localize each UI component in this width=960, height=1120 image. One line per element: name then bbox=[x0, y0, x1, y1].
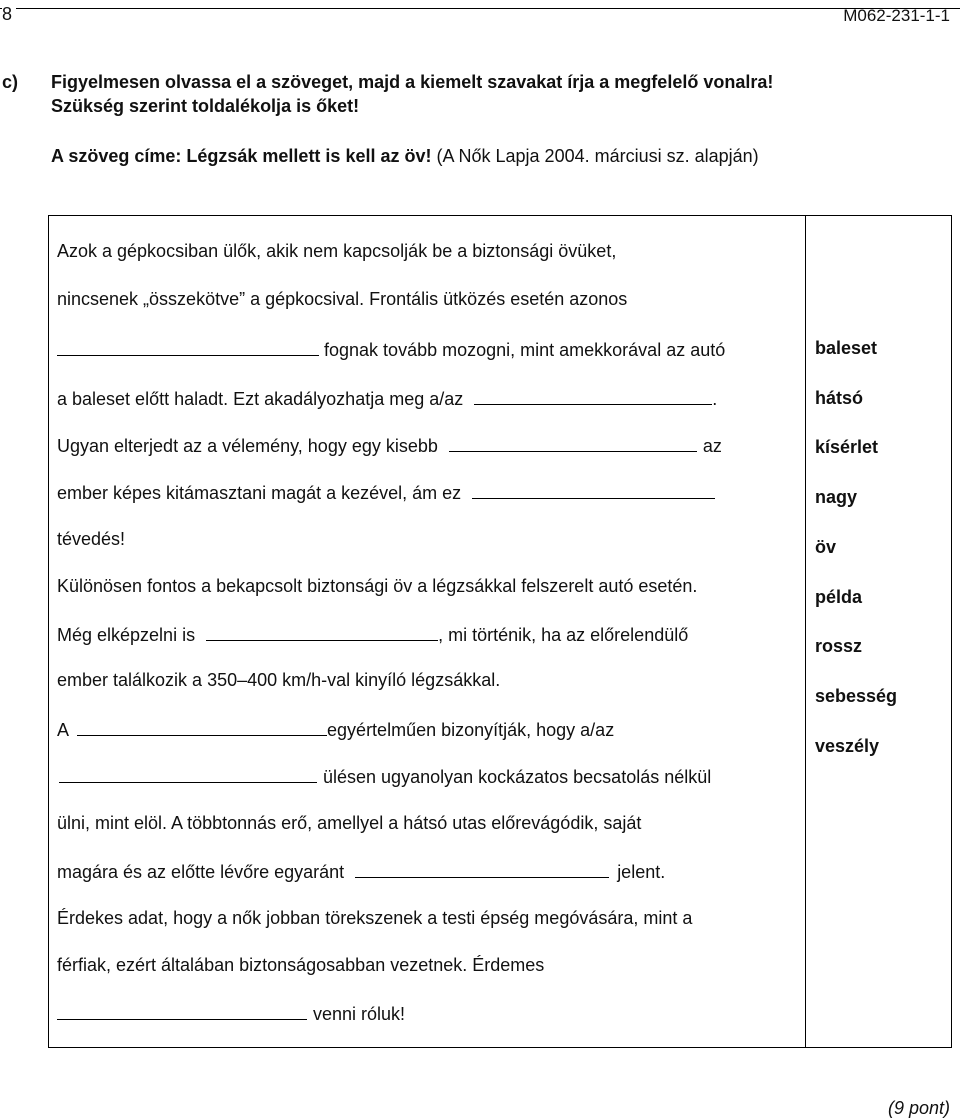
instruction-line-2: Szükség szerint toldalékolja is őket! bbox=[51, 96, 360, 116]
answer-blank-5[interactable] bbox=[206, 623, 438, 641]
text-line-4-end: . bbox=[712, 389, 718, 409]
answer-blank-7[interactable] bbox=[59, 765, 317, 783]
text-line-9 bbox=[57, 623, 688, 646]
text-line-3-text: fognak tovább mozogni, mint amekkorával az autó bbox=[324, 340, 726, 360]
text-line-9-text: Még elképzelni is bbox=[57, 625, 196, 645]
text-line-2: nincsenek „összekötve” a gépkocsival. Frontális ütközés esetén azonos bbox=[57, 289, 628, 309]
text-caption bbox=[51, 146, 759, 167]
word-bank-item: nagy bbox=[815, 487, 858, 507]
text-line-5 bbox=[57, 434, 722, 457]
caption-source: (A Nők Lapja 2004. márciusi sz. alapján) bbox=[436, 146, 759, 166]
page-number: 8 bbox=[2, 4, 16, 25]
word-bank-item: sebesség bbox=[815, 686, 898, 706]
word-bank-item: öv bbox=[815, 537, 837, 557]
text-line-3 bbox=[57, 338, 725, 361]
text-line-8: Különösen fontos a bekapcsolt biztonsági öv a légzsákkal felszerelt autó esetén. bbox=[57, 576, 698, 596]
text-line-11-text: A bbox=[57, 720, 69, 740]
text-line-7: tévedés! bbox=[57, 529, 126, 549]
answer-blank-9[interactable] bbox=[57, 1002, 307, 1020]
text-line-10: ember találkozik a 350–400 km/h-val kinyíló légzsákkal. bbox=[57, 670, 501, 690]
word-bank-item: veszély bbox=[815, 736, 880, 756]
text-line-17 bbox=[57, 1002, 405, 1025]
answer-blank-3[interactable] bbox=[449, 434, 697, 452]
word-bank-item: baleset bbox=[815, 338, 878, 358]
text-line-11 bbox=[57, 718, 614, 741]
header-rule bbox=[0, 8, 960, 9]
text-line-9-end: , mi történik, ha az előrelendülő bbox=[438, 625, 689, 645]
answer-blank-6[interactable] bbox=[77, 718, 327, 736]
word-bank-item: hátsó bbox=[815, 388, 864, 408]
points-label: (9 pont) bbox=[887, 1098, 950, 1118]
text-line-4 bbox=[57, 387, 717, 410]
answer-blank-2[interactable] bbox=[474, 387, 712, 405]
document-code: M062-231-1-1 bbox=[843, 6, 950, 25]
text-line-14-end: jelent. bbox=[617, 862, 666, 882]
answer-blank-1[interactable] bbox=[57, 338, 319, 356]
text-line-12 bbox=[57, 765, 711, 788]
text-line-6 bbox=[57, 481, 715, 504]
word-bank-item: rossz bbox=[815, 636, 863, 656]
text-line-5-end: az bbox=[702, 436, 722, 456]
text-line-1: Azok a gépkocsiban ülők, akik nem kapcsolják be a biztonsági övüket, bbox=[57, 241, 617, 261]
text-line-5-text: Ugyan elterjedt az a vélemény, hogy egy kisebb bbox=[57, 436, 438, 456]
caption-title: A szöveg címe: Légzsák mellett is kell az öv! bbox=[51, 146, 432, 166]
task-letter: c) bbox=[2, 72, 19, 92]
text-line-13: ülni, mint elöl. A többtonnás erő, amellyel a hátsó utas előrevágódik, saját bbox=[57, 813, 642, 833]
text-line-14-text: magára és az előtte lévőre egyaránt bbox=[57, 862, 345, 882]
text-line-15: Érdekes adat, hogy a nők jobban törekszenek a testi épség megóvására, mint a bbox=[57, 908, 693, 928]
word-bank-item: kísérlet bbox=[815, 437, 879, 457]
instruction-line-1: Figyelmesen olvassa el a szöveget, majd a kiemelt szavakat írja a megfelelő vonalra! bbox=[51, 72, 774, 92]
answer-blank-8[interactable] bbox=[355, 860, 609, 878]
answer-blank-4[interactable] bbox=[472, 481, 715, 499]
text-line-16: férfiak, ezért általában biztonságosabban vezetnek. Érdemes bbox=[57, 955, 545, 975]
text-line-6-text: ember képes kitámasztani magát a kezével, ám ez bbox=[57, 483, 462, 503]
text-line-11-end: egyértelműen bizonyítják, hogy a/az bbox=[327, 720, 615, 740]
text-line-14 bbox=[57, 860, 665, 883]
word-bank-item: példa bbox=[815, 587, 863, 607]
text-line-17-text: venni róluk! bbox=[313, 1004, 406, 1024]
text-line-12-text: ülésen ugyanolyan kockázatos becsatolás nélkül bbox=[323, 767, 712, 787]
text-line-4-text: a baleset előtt haladt. Ezt akadályozhatja meg a/az bbox=[57, 389, 464, 409]
